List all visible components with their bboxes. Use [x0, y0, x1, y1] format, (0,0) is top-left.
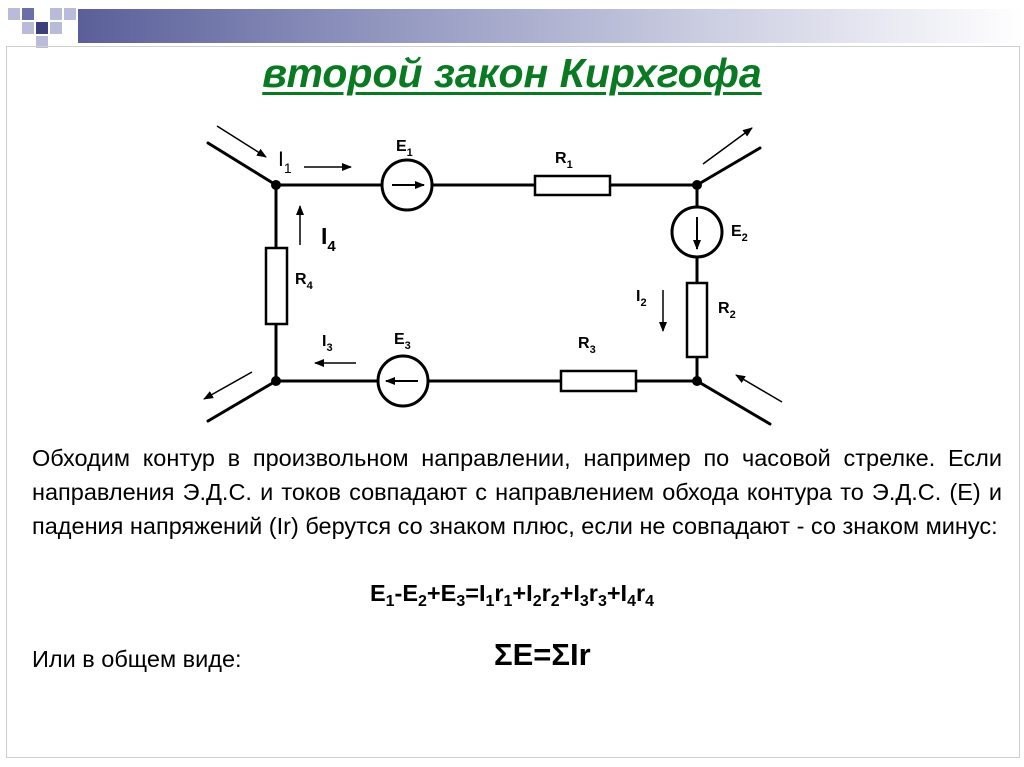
label-i1: $I_1$ — [278, 148, 292, 176]
explanation-text: Обходим контур в произвольном направлении, например по часовой стрелке. Если направления Э.Д.С. и токов совпадают с направлением обхода контура то Э.Д.С. (Е) и падения напряжений (Ir) берутся со знаком плюс, если не совпадают - со знаком минус: — [32, 445, 1002, 539]
label-i4: $I_4$ — [321, 223, 336, 255]
page-title: второй закон Кирхгофа — [262, 50, 762, 96]
node-bottom-left — [271, 376, 281, 386]
label-r4: $R_4$ — [295, 271, 313, 292]
branch-bottom-left — [208, 381, 276, 421]
label-r2: $R_2$ — [718, 300, 736, 321]
label-i2: $I_2$ — [636, 288, 647, 309]
label-i3: $I_3$ — [322, 333, 333, 354]
node-top-right — [692, 180, 702, 190]
general-form-label: Или в общем виде: — [32, 646, 242, 672]
node-top-left — [271, 180, 281, 190]
current-arrow-in-bottom-right — [736, 375, 782, 402]
label-e1: $E_1$ — [396, 138, 413, 159]
label-e3: $E_3$ — [394, 331, 411, 352]
general-form-formula: ΣE=ΣIr — [494, 637, 591, 672]
branch-bottom-right — [697, 381, 770, 424]
label-e2: $E_2$ — [731, 223, 748, 244]
current-arrow-out-bottom-left — [204, 372, 252, 399]
resistor-r4 — [266, 248, 287, 324]
kirchhoff-formula: $E_1-E_2+E_3=I_1r_1+I_2r_2+I_3r_3+I_4r_4$ — [369, 580, 655, 610]
label-r1: $R_1$ — [555, 150, 573, 171]
label-r3: $R_3$ — [578, 335, 596, 356]
resistor-r3 — [561, 371, 636, 391]
branch-top-left — [208, 143, 276, 185]
resistor-r1 — [535, 176, 610, 195]
resistor-r2 — [687, 283, 707, 357]
branch-top-right — [697, 148, 760, 185]
node-bottom-right — [692, 376, 702, 386]
